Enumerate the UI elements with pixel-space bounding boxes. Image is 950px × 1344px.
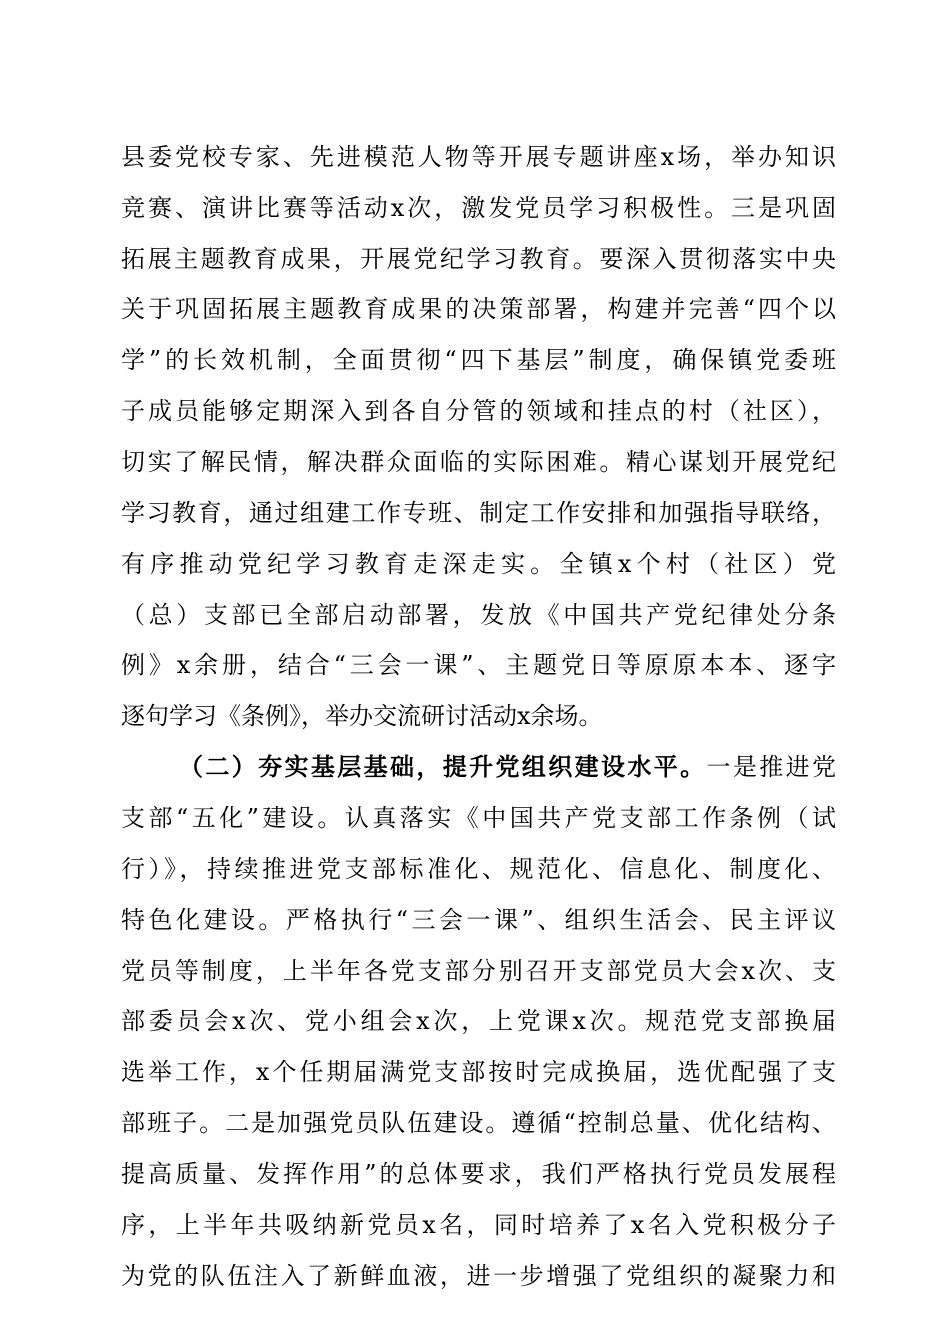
text-line: 党员等制度，上半年各党支部分别召开支部党员大会x次、支 [121, 957, 836, 985]
text-line: 为党的队伍注入了新鲜血液，进一步增强了党组织的凝聚力和 [121, 1262, 836, 1290]
text-line: 子成员能够定期深入到各自分管的领域和挂点的村（社区）， [121, 397, 836, 425]
section-heading-line [179, 748, 836, 786]
text-line: 部班子。二是加强党员队伍建设。遵循“控制总量、优化结构、 [121, 1109, 836, 1137]
text-line: 学”的长效机制，全面贯彻“四下基层”制度，确保镇党委班 [121, 346, 836, 374]
text-line: 支部“五化”建设。认真落实《中国共产党支部工作条例（试 [121, 804, 836, 832]
text-line: 逐句学习《条例》，举办交流研讨活动x余场。 [121, 702, 603, 730]
text-line: 关于巩固拓展主题教育成果的决策部署，构建并完善“四个以 [121, 295, 836, 323]
text-line: 切实了解民情，解决群众面临的实际困难。精心谋划开展党纪 [121, 448, 836, 476]
section-heading: （二）夯实基层基础，提升党组织建设水平。 [179, 752, 707, 781]
text-line: 提高质量、发挥作用”的总体要求，我们严格执行党员发展程 [121, 1160, 836, 1188]
text-line: 竞赛、演讲比赛等活动x次，激发党员学习积极性。三是巩固 [121, 194, 836, 222]
text-line: （总）支部已全部启动部署，发放《中国共产党纪律处分条 [121, 601, 836, 629]
text-line: 学习教育，通过组建工作专班、制定工作安排和加强指导联络， [121, 499, 836, 527]
text-line: 拓展主题教育成果，开展党纪学习教育。要深入贯彻落实中央 [121, 245, 836, 273]
text-line: 例》x余册，结合“三会一课”、主题党日等原原本本、逐字 [121, 651, 836, 679]
section-heading-rest: 一是推进党 [706, 753, 836, 781]
text-line: 有序推动党纪学习教育走深走实。全镇x个村（社区）党 [121, 550, 836, 578]
text-line: 特色化建设。严格执行“三会一课”、组织生活会、民主评议 [121, 906, 836, 934]
text-line: 部委员会x次、党小组会x次，上党课x次。规范党支部换届 [121, 1007, 836, 1035]
text-line: 选举工作，x个任期届满党支部按时完成换届，选优配强了支 [121, 1058, 836, 1086]
text-line: 行）》，持续推进党支部标准化、规范化、信息化、制度化、 [121, 855, 836, 883]
text-line: 县委党校专家、先进模范人物等开展专题讲座x场，举办知识 [121, 143, 836, 171]
text-line: 序，上半年共吸纳新党员x名，同时培养了x名入党积极分子 [121, 1211, 836, 1239]
